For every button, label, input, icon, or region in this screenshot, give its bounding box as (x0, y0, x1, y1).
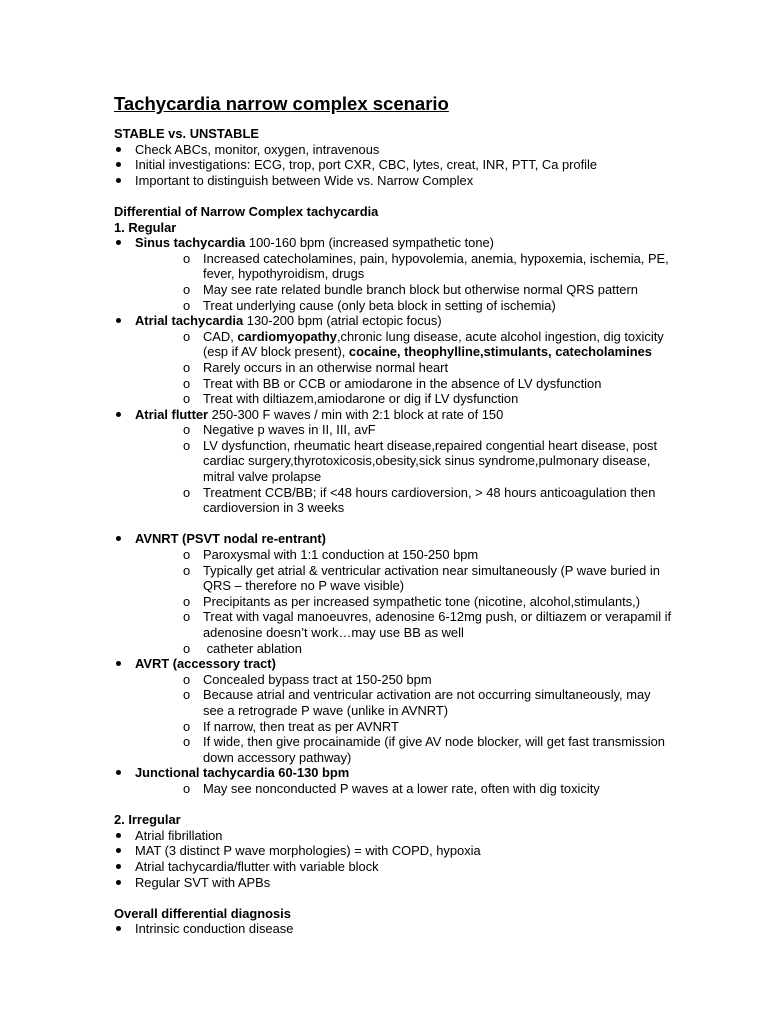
bullet-icon (116, 880, 121, 885)
bullet-icon (116, 536, 121, 541)
list-item: Atrial tachycardia/flutter with variable block (114, 859, 674, 875)
bullet-icon (116, 162, 121, 167)
bullet-icon (116, 770, 121, 775)
bullet-icon (116, 864, 121, 869)
sub-marker: o (183, 250, 191, 266)
page-title: Tachycardia narrow complex scenario (114, 93, 449, 114)
list-item-avnrt: AVNRT (PSVT nodal re-entrant) (114, 531, 674, 547)
document-body (114, 126, 674, 937)
sub-marker: o (183, 562, 191, 578)
list-item: Check ABCs, monitor, oxygen, intravenous (114, 142, 674, 158)
list-item: Initial investigations: ECG, trop, port CXR, CBC, lytes, creat, INR, PTT, Ca profile (114, 157, 674, 173)
sub-item: o If narrow, then treat as per AVNRT (183, 718, 399, 734)
sub-marker: o (183, 328, 191, 344)
sub-item: o If wide, then give procainamide (if give AV node blocker, will get fast transmission down accessory pathway) (183, 734, 665, 765)
sub-item: o Increased catecholamines, pain, hypovolemia, anemia, hypoxemia, ischemia, PE, fever, hypothyroidism, drugs (183, 250, 669, 282)
sub-item: o May see nonconducted P waves at a lower rate, often with dig toxicity (183, 780, 600, 796)
sub-marker: o (183, 671, 191, 687)
overall-heading: Overall differential diagnosis (114, 905, 291, 921)
list-item-junctional: Junctional tachycardia 60-130 bpm (114, 765, 674, 781)
sub-item: o Paroxysmal with 1:1 conduction at 150-250 bpm (183, 547, 479, 563)
sub-item: o Treat with vagal manoeuvres, adenosine 6-12mg push, or diltiazem or verapamil if adenosine doesn’t work…may use BB as well (183, 609, 672, 640)
sub-marker: o (183, 734, 191, 750)
sub-item: o May see rate related bundle branch block but otherwise normal QRS pattern (183, 281, 638, 297)
sub-marker: o (183, 640, 191, 656)
bullet-icon (116, 926, 121, 931)
bullet-icon (116, 848, 121, 853)
list-item: Regular SVT with APBs (114, 875, 674, 891)
bullet-icon (116, 178, 121, 183)
list-item: MAT (3 distinct P wave morphologies) = with COPD, hypoxia (114, 843, 674, 859)
regular-heading: 1. Regular (114, 219, 177, 235)
list-item: Atrial fibrillation (114, 828, 674, 844)
sub-marker: o (183, 609, 191, 625)
sub-marker: o (183, 391, 191, 407)
sub-marker: o (183, 297, 191, 313)
list-item-atrial-flutter: Atrial flutter 250-300 F waves / min with 2:1 block at rate of 150 (114, 407, 674, 423)
sub-marker: o (183, 718, 191, 734)
sub-marker: o (183, 281, 191, 297)
list-item-sinus: Sinus tachycardia 100-160 bpm (increased sympathetic tone) (114, 235, 674, 251)
irregular-heading: 2. Irregular (114, 812, 181, 828)
sub-marker: o (183, 422, 191, 438)
list-item-atrial-tachycardia: Atrial tachycardia 130-200 bpm (atrial ectopic focus) (114, 313, 674, 329)
sub-item: o Precipitants as per increased sympathetic tone (nicotine, alcohol,stimulants,) (183, 593, 641, 609)
sub-marker: o (183, 375, 191, 391)
sub-marker: o (183, 547, 191, 563)
sub-item: o Treat with BB or CCB or amiodarone in the absence of LV dysfunction (183, 375, 602, 391)
list-item: Intrinsic conduction disease (114, 921, 674, 937)
sub-item: o Treat with diltiazem,amiodarone or dig if LV dysfunction (183, 391, 519, 407)
bullet-icon (116, 661, 121, 666)
sub-marker: o (183, 484, 191, 500)
bullet-icon (116, 240, 121, 245)
bullet-icon (116, 318, 121, 323)
sub-item: o Concealed bypass tract at 150-250 bpm (183, 671, 432, 687)
sub-marker: o (183, 780, 191, 796)
sub-item: o catheter ablation (183, 640, 302, 656)
sub-item: o CAD, cardiomyopathy,chronic lung disease, acute alcohol ingestion, dig toxicity (esp if AV block present), cocaine, theophylline,stimulants, catecholamines (183, 328, 664, 360)
stable-heading: STABLE vs. UNSTABLE (114, 126, 259, 141)
sub-item: o Typically get atrial & ventricular activation near simultaneously (P wave buried in QRS – therefore no P wave visible) (183, 562, 660, 594)
sub-item: o Rarely occurs in an otherwise normal heart (183, 359, 449, 375)
sub-item: o Treat underlying cause (only beta block in setting of ischemia) (183, 297, 556, 313)
sub-item: o LV dysfunction, rheumatic heart disease,repaired congential heart disease, post cardiac surgery,thyrotoxicosis,obesity,sick sinus syndrome,pulmonary disease, mitral valve prolapse (183, 437, 658, 485)
bullet-icon (116, 833, 121, 838)
sub-marker: o (183, 359, 191, 375)
differential-heading: Differential of Narrow Complex tachycardia (114, 203, 379, 219)
sub-item: o Treatment CCB/BB; if <48 hours cardioversion, > 48 hours anticoagulation then cardioversion in 3 weeks (183, 484, 656, 516)
sub-marker: o (183, 437, 191, 453)
sub-marker: o (183, 593, 191, 609)
bullet-icon (116, 412, 121, 417)
bullet-icon (116, 147, 121, 152)
sub-marker: o (183, 687, 191, 703)
sub-item: o Because atrial and ventricular activation are not occurring simultaneously, may see a retrograde P wave (unlike in AVNRT) (183, 687, 651, 718)
list-item-avrt: AVRT (accessory tract) (114, 656, 674, 672)
list-item: Important to distinguish between Wide vs. Narrow Complex (114, 173, 674, 189)
sub-item: o Negative p waves in II, III, avF (183, 422, 376, 438)
